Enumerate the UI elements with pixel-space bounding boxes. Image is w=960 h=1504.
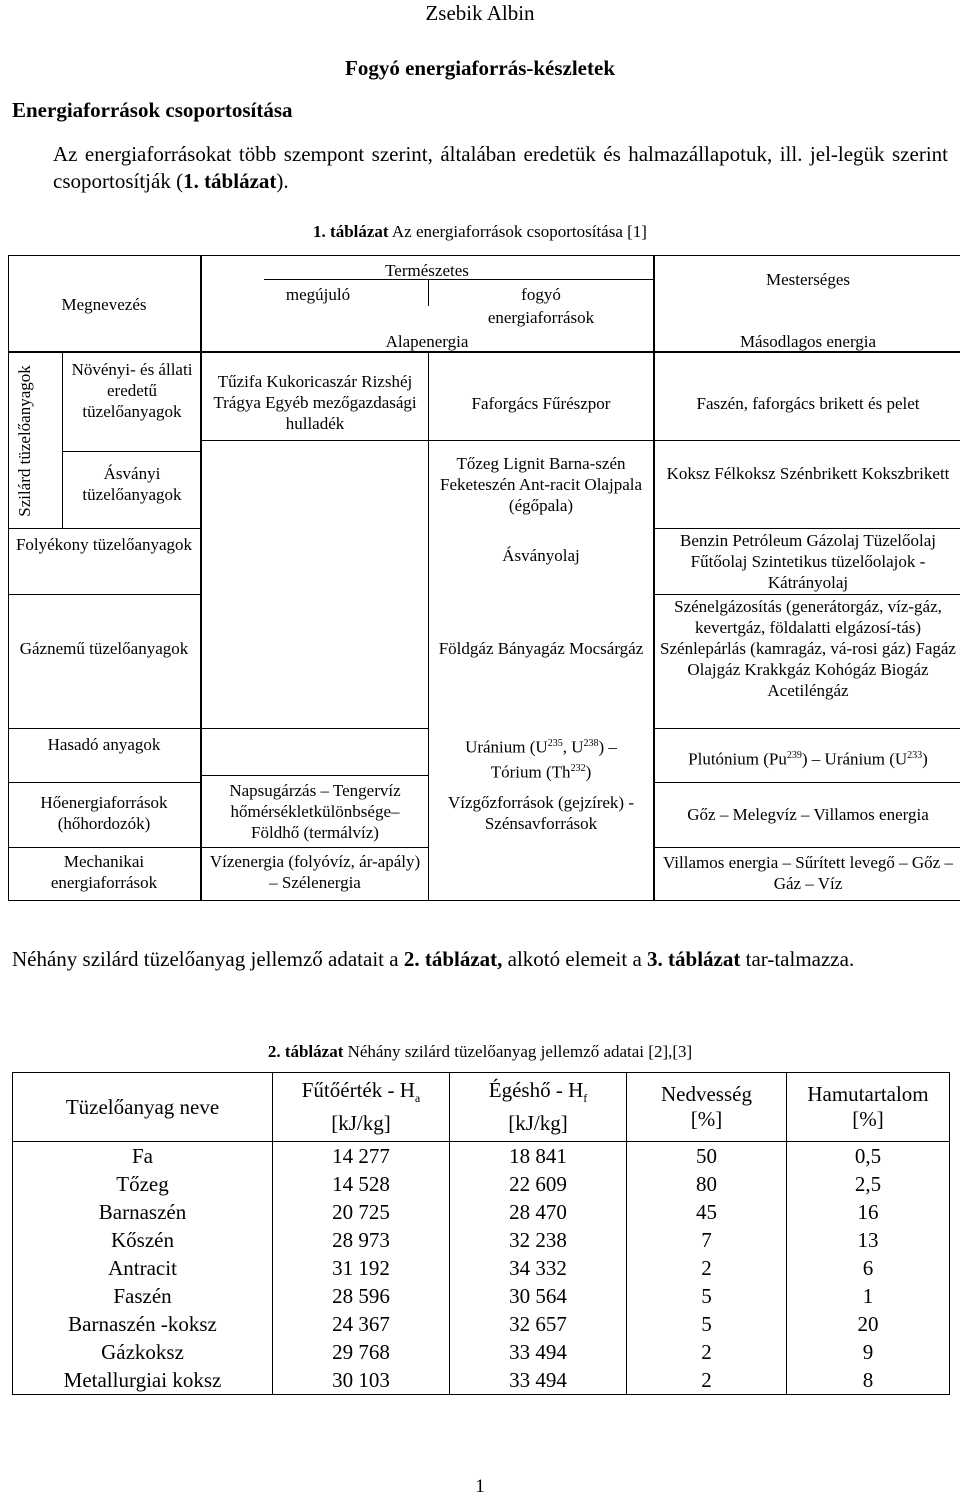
cell-egesho: 22 609 (450, 1170, 627, 1198)
cell-art-novenyi: Faszén, faforgács brikett és pelet (696, 394, 920, 413)
table-row (13, 1170, 950, 1198)
group-label-szilard: Szilárd tüzelőanyagok (15, 365, 34, 517)
cell-name: Barnaszén (13, 1198, 273, 1226)
table-row (13, 1198, 950, 1226)
cell-name: Fa (13, 1142, 273, 1171)
cell-art-hoenergia: Gőz – Melegvíz – Villamos energia (687, 805, 929, 824)
cell-egesho: 32 657 (450, 1310, 627, 1338)
cell-name: Faszén (13, 1282, 273, 1310)
cell-futo: 14 528 (273, 1170, 450, 1198)
cell-hamu: 16 (787, 1198, 950, 1226)
middle-paragraph: Néhány szilárd tüzelőanyag jellemző adatait a 2. táblázat, alkotó elemeit a 3. táblázat tar-talmazza. (12, 947, 855, 971)
cell-nedv: 80 (627, 1170, 787, 1198)
cell-art-folyekony: Benzin Petróleum Gázolaj Tüzelőolaj Fűtőolaj Szintetikus tüzelőolajok - Kátrányolaj (679, 531, 937, 592)
cell-hamu: 9 (787, 1338, 950, 1366)
cell-art-mechanikai: Villamos energia – Sűrített levegő – Gőz – Gáz – Víz (663, 853, 953, 893)
header-megnevezes: Megnevezés (61, 295, 147, 314)
cell-nedv: 7 (627, 1226, 787, 1254)
cell-fossil-novenyi: Faforgács Fűrészpor (471, 394, 611, 413)
cell-egesho: 33 494 (450, 1338, 627, 1366)
row-name-hoenergia: Hőenergiaforrások (hőhordozók) (40, 793, 168, 833)
cell-name: Antracit (13, 1254, 273, 1282)
cell-fossil-asvanyi: Tőzeg Lignit Barna-szén Feketeszén Ant-racit Olajpala (égőpala) (439, 454, 643, 515)
cell-art-gaznemu: Szénelgázosítás (generátorgáz, víz-gáz, kevertgáz, földalatti elgázosí-tás) Szénlepárlás (kamragáz, vá-rosi gáz) Fagáz Olajgáz Krakkgáz Kohógáz Biogáz Acetiléngáz (660, 597, 956, 700)
row-name-novenyi: Növényi- és állati eredetű tüzelőanyagok (71, 360, 193, 421)
header-mesterseges: Mesterséges (765, 270, 851, 289)
col-header-hamutartalom: Hamutartalom [%] (787, 1073, 950, 1142)
cell-renewable-mechanikai: Vízenergia (folyóvíz, ár-apály) – Szélenergia (209, 852, 421, 892)
table1-energy-grouping (8, 255, 960, 901)
cell-hamu: 13 (787, 1226, 950, 1254)
cell-egesho: 18 841 (450, 1142, 627, 1171)
cell-nedv: 2 (627, 1338, 787, 1366)
cell-fossil-hasado: Uránium ($U^{235}$, $U^{238}$) – Tórium (Th$^{232}$) (465, 737, 617, 782)
cell-name: Gázkoksz (13, 1338, 273, 1366)
cell-fossil-gaznemu: Földgáz Bányagáz Mocsárgáz (438, 639, 644, 658)
cell-egesho: 28 470 (450, 1198, 627, 1226)
cell-futo: 29 768 (273, 1338, 450, 1366)
cell-futo: 24 367 (273, 1310, 450, 1338)
header-fogyo: fogyó (521, 285, 561, 304)
cell-fossil-folyekony: Ásványolaj (502, 546, 580, 565)
header-alapenergia: Alapenergia (385, 332, 469, 351)
table-row (13, 1310, 950, 1338)
row-name-folyekony: Folyékony tüzelőanyagok (15, 535, 193, 554)
table-row (13, 1254, 950, 1282)
cell-nedv: 2 (627, 1366, 787, 1395)
page-number: 1 (475, 1476, 485, 1497)
header-energiaforrasok: energiaforrások (487, 308, 595, 327)
intro-paragraph: Az energiaforrásokat több szempont szerint, általában eredetük és halmazállapotuk, ill. jel-legük szerint csoportosítják (1. táblázat). (53, 142, 948, 193)
cell-egesho: 32 238 (450, 1226, 627, 1254)
table2-caption: 2. táblázat Néhány szilárd tüzelőanyag jellemző adatai [2],[3] (267, 1042, 693, 1061)
cell-egesho: 34 332 (450, 1254, 627, 1282)
cell-futo: 30 103 (273, 1366, 450, 1395)
cell-renewable-novenyi: Tűzifa Kukoricaszár Rizshéj Trágya Egyéb mezőgazdasági hulladék (213, 372, 417, 433)
header-megujulo: megújuló (285, 285, 351, 304)
cell-fossil-hoenergia: Vízgőzforrások (gejzírek) - Szénsavforrások (448, 793, 634, 833)
col-header-nedvesseg: Nedvesség [%] (627, 1073, 787, 1142)
header-termeszetes: Természetes (385, 261, 469, 280)
col-header-egesho: Égéshő - $H_f$ [kJ/kg] (450, 1073, 627, 1142)
row-name-mechanikai: Mechanikai energiaforrások (50, 852, 158, 892)
cell-name: Kőszén (13, 1226, 273, 1254)
cell-name: Barnaszén -koksz (13, 1310, 273, 1338)
cell-nedv: 5 (627, 1310, 787, 1338)
cell-futo: 31 192 (273, 1254, 450, 1282)
cell-nedv: 45 (627, 1198, 787, 1226)
cell-nedv: 5 (627, 1282, 787, 1310)
cell-futo: 28 596 (273, 1282, 450, 1310)
cell-egesho: 30 564 (450, 1282, 627, 1310)
cell-hamu: 20 (787, 1310, 950, 1338)
table1-caption: 1. táblázat Az energiaforrások csoportosítása [1] (313, 222, 647, 241)
section-title: Energiaforrások csoportosítása (12, 98, 293, 122)
table-row (13, 1142, 950, 1171)
row-name-hasado: Hasadó anyagok (47, 735, 161, 754)
cell-art-asvanyi: Koksz Félkoksz Szénbrikett Kokszbrikett (666, 464, 950, 483)
row-name-gaznemu: Gáznemű tüzelőanyagok (19, 639, 189, 658)
cell-egesho: 33 494 (450, 1366, 627, 1395)
table-row (13, 1226, 950, 1254)
cell-nedv: 50 (627, 1142, 787, 1171)
cell-hamu: 2,5 (787, 1170, 950, 1198)
table-row (13, 1366, 950, 1395)
cell-hamu: 6 (787, 1254, 950, 1282)
cell-hamu: 0,5 (787, 1142, 950, 1171)
cell-art-hasado: Plutónium (Pu$^{239}$) – Uránium $(U^{233})$ (688, 749, 928, 769)
cell-name: Tőzeg (13, 1170, 273, 1198)
row-name-asvanyi: Ásványi tüzelőanyagok (82, 464, 182, 504)
document-title: Fogyó energiaforrás-készletek (345, 56, 615, 80)
col-header-name: Tüzelőanyag neve (13, 1073, 273, 1142)
cell-renewable-hoenergia: Napsugárzás – Tengervíz hőmérsékletkülönbsége– Földhő (termálvíz) (229, 781, 401, 842)
cell-hamu: 8 (787, 1366, 950, 1395)
table-row (13, 1282, 950, 1310)
table2-fuel-data (12, 1072, 950, 1395)
cell-hamu: 1 (787, 1282, 950, 1310)
col-header-futoertek: Fűtőérték - $H_a$ [kJ/kg] (273, 1073, 450, 1142)
table-row (13, 1338, 950, 1366)
cell-name: Metallurgiai koksz (13, 1366, 273, 1395)
author-name: Zsebik Albin (425, 1, 535, 25)
cell-nedv: 2 (627, 1254, 787, 1282)
cell-futo: 28 973 (273, 1226, 450, 1254)
cell-futo: 20 725 (273, 1198, 450, 1226)
cell-futo: 14 277 (273, 1142, 450, 1171)
header-masodlagos: Másodlagos energia (739, 332, 877, 351)
